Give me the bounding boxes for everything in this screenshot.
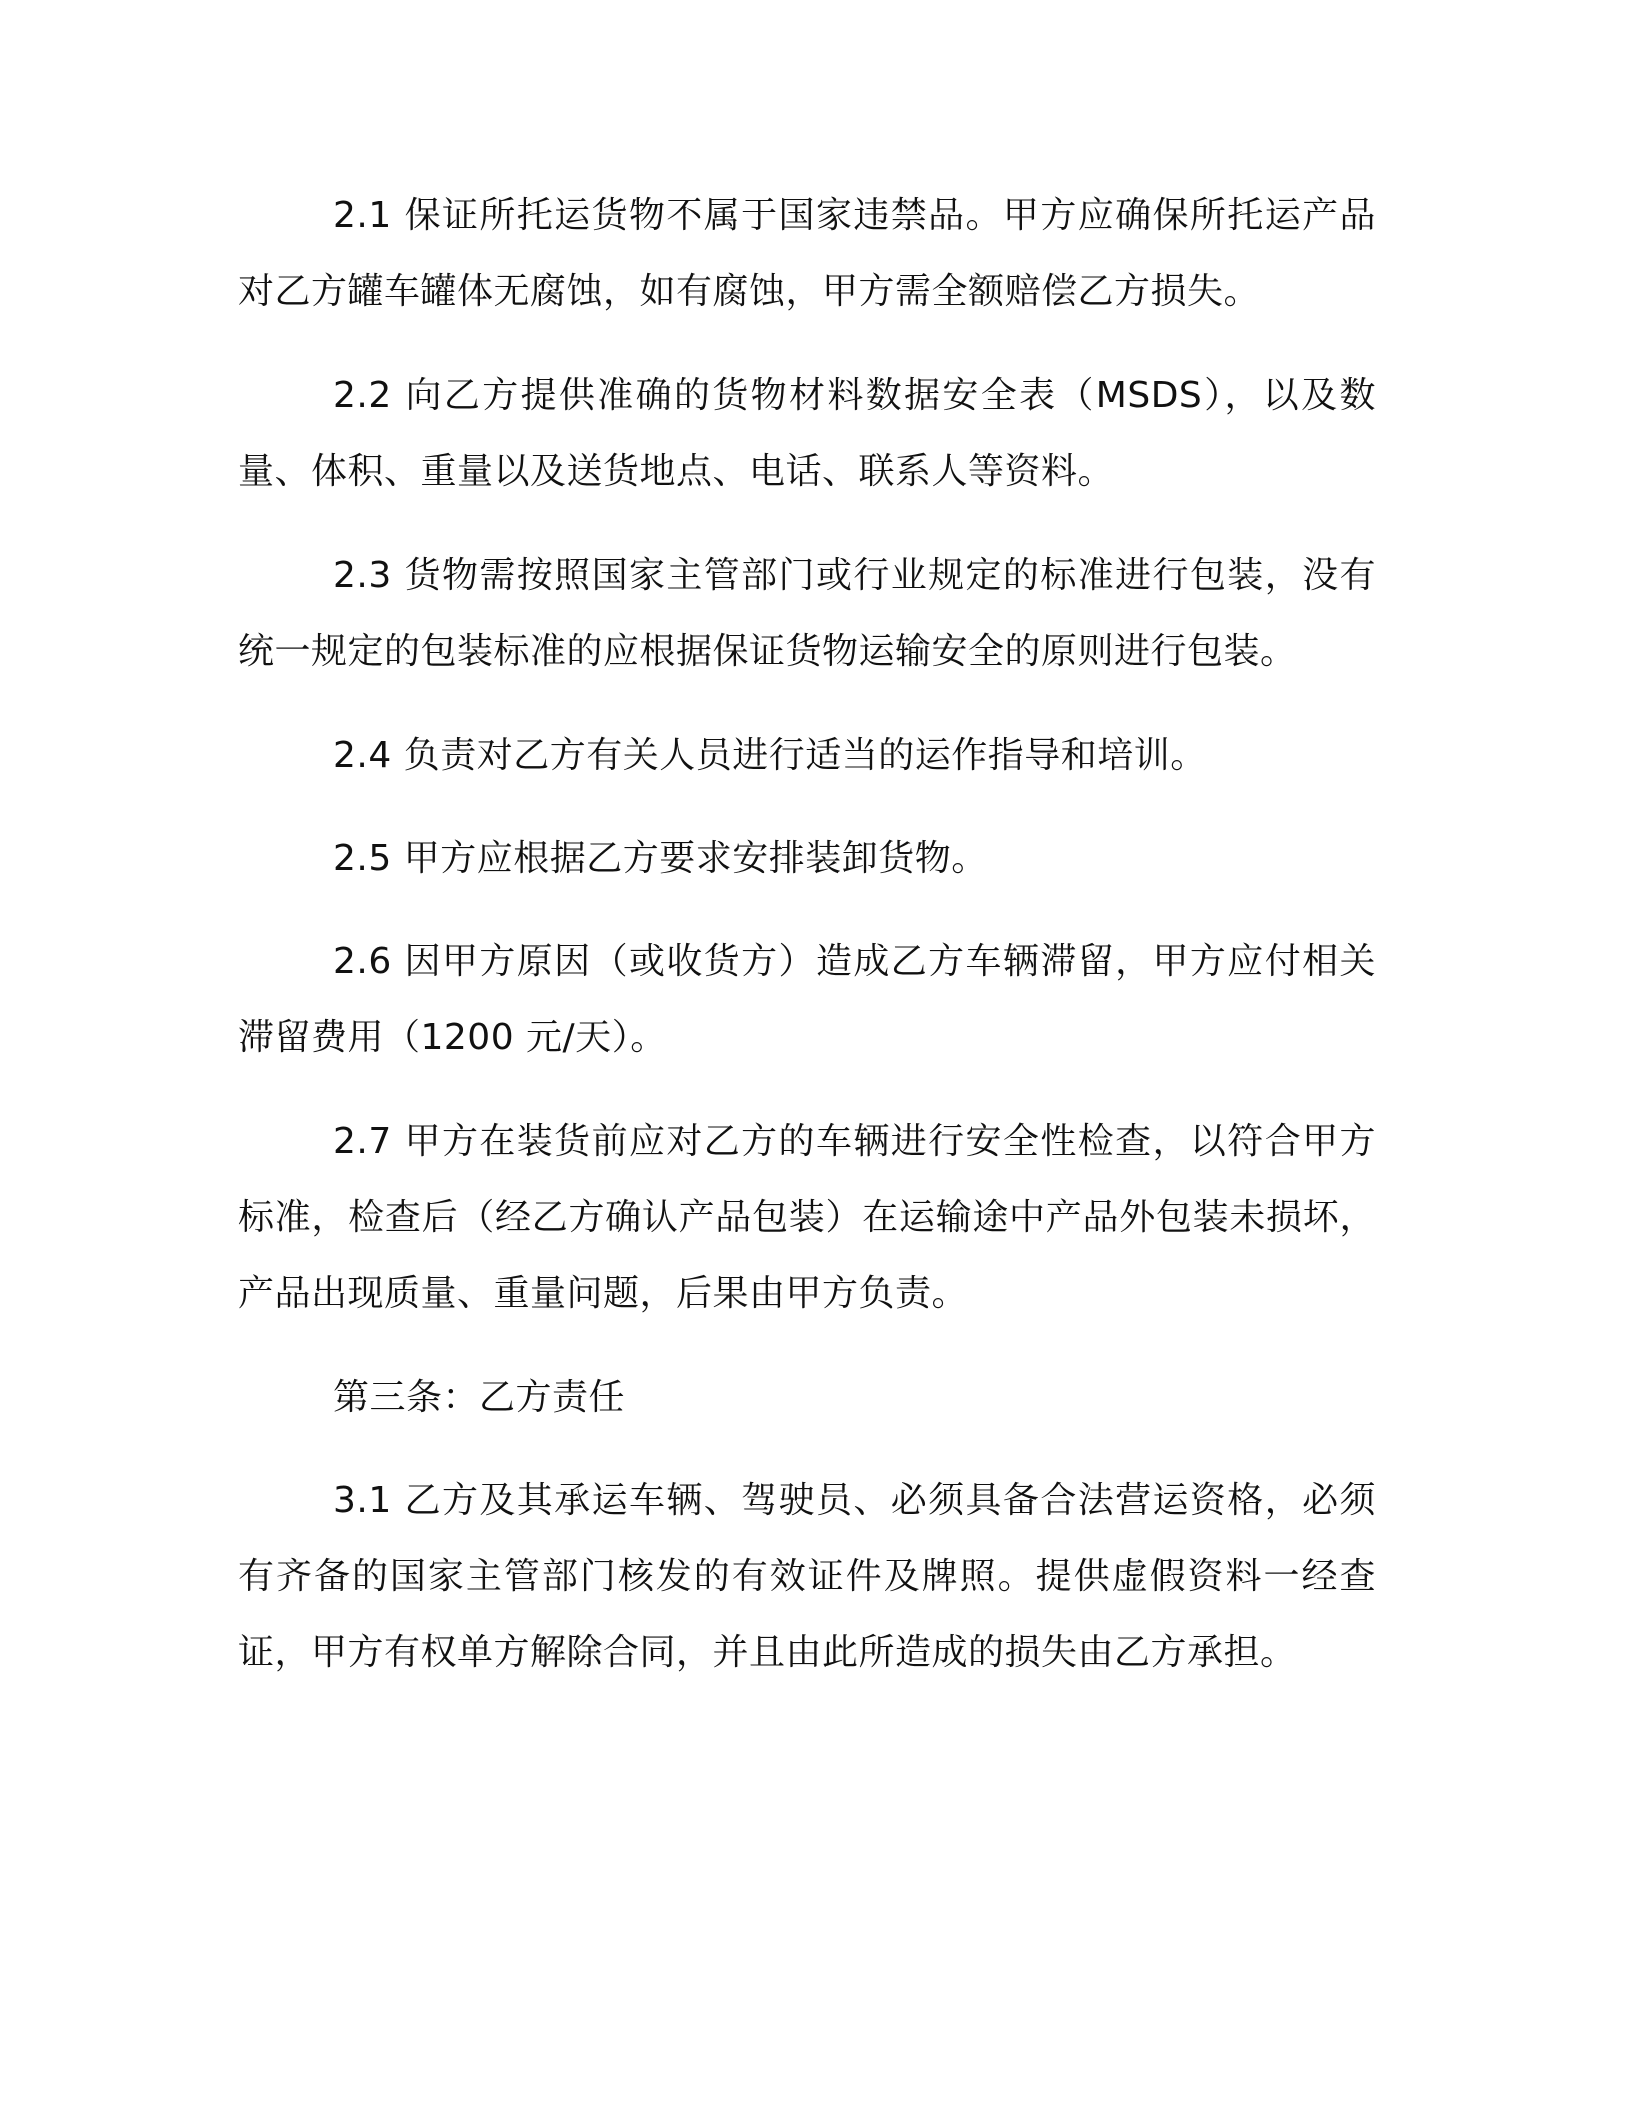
document-body [238,178,1376,1719]
clause-2-5: 2.5 甲方应根据乙方要求安排装卸货物。 [333,838,988,879]
clause-2-6: 2.6 因甲方原因（或收货方）造成乙方车辆滞留，甲方应付相关滞留费用（1200 元/天）。 [238,941,1376,1058]
clause-2-1: 2.1 保证所托运货物不属于国家违禁品。甲方应确保所托运产品对乙方罐车罐体无腐蚀，如有腐蚀，甲方需全额赔偿乙方损失。 [238,195,1376,312]
clause-2-2: 2.2 向乙方提供准确的货物材料数据安全表（MSDS），以及数量、体积、重量以及送货地点、电话、联系人等资料。 [238,375,1376,492]
clause-2-3: 2.3 货物需按照国家主管部门或行业规定的标准进行包装，没有统一规定的包装标准的应根据保证货物运输安全的原则进行包装。 [238,555,1376,672]
clause-3-1: 3.1 乙方及其承运车辆、驾驶员、必须具备合法营运资格，必须有齐备的国家主管部门核发的有效证件及牌照。提供虚假资料一经查证，甲方有权单方解除合同，并且由此所造成的损失由乙方承担。 [238,1480,1376,1673]
clause-2-4: 2.4 负责对乙方有关人员进行适当的运作指导和培训。 [333,735,1207,776]
article-3-heading: 第三条：乙方责任 [333,1377,626,1418]
clause-2-7: 2.7 甲方在装货前应对乙方的车辆进行安全性检查，以符合甲方标准，检查后（经乙方确认产品包装）在运输途中产品外包装未损坏，产品出现质量、重量问题，后果由甲方负责。 [238,1121,1376,1314]
